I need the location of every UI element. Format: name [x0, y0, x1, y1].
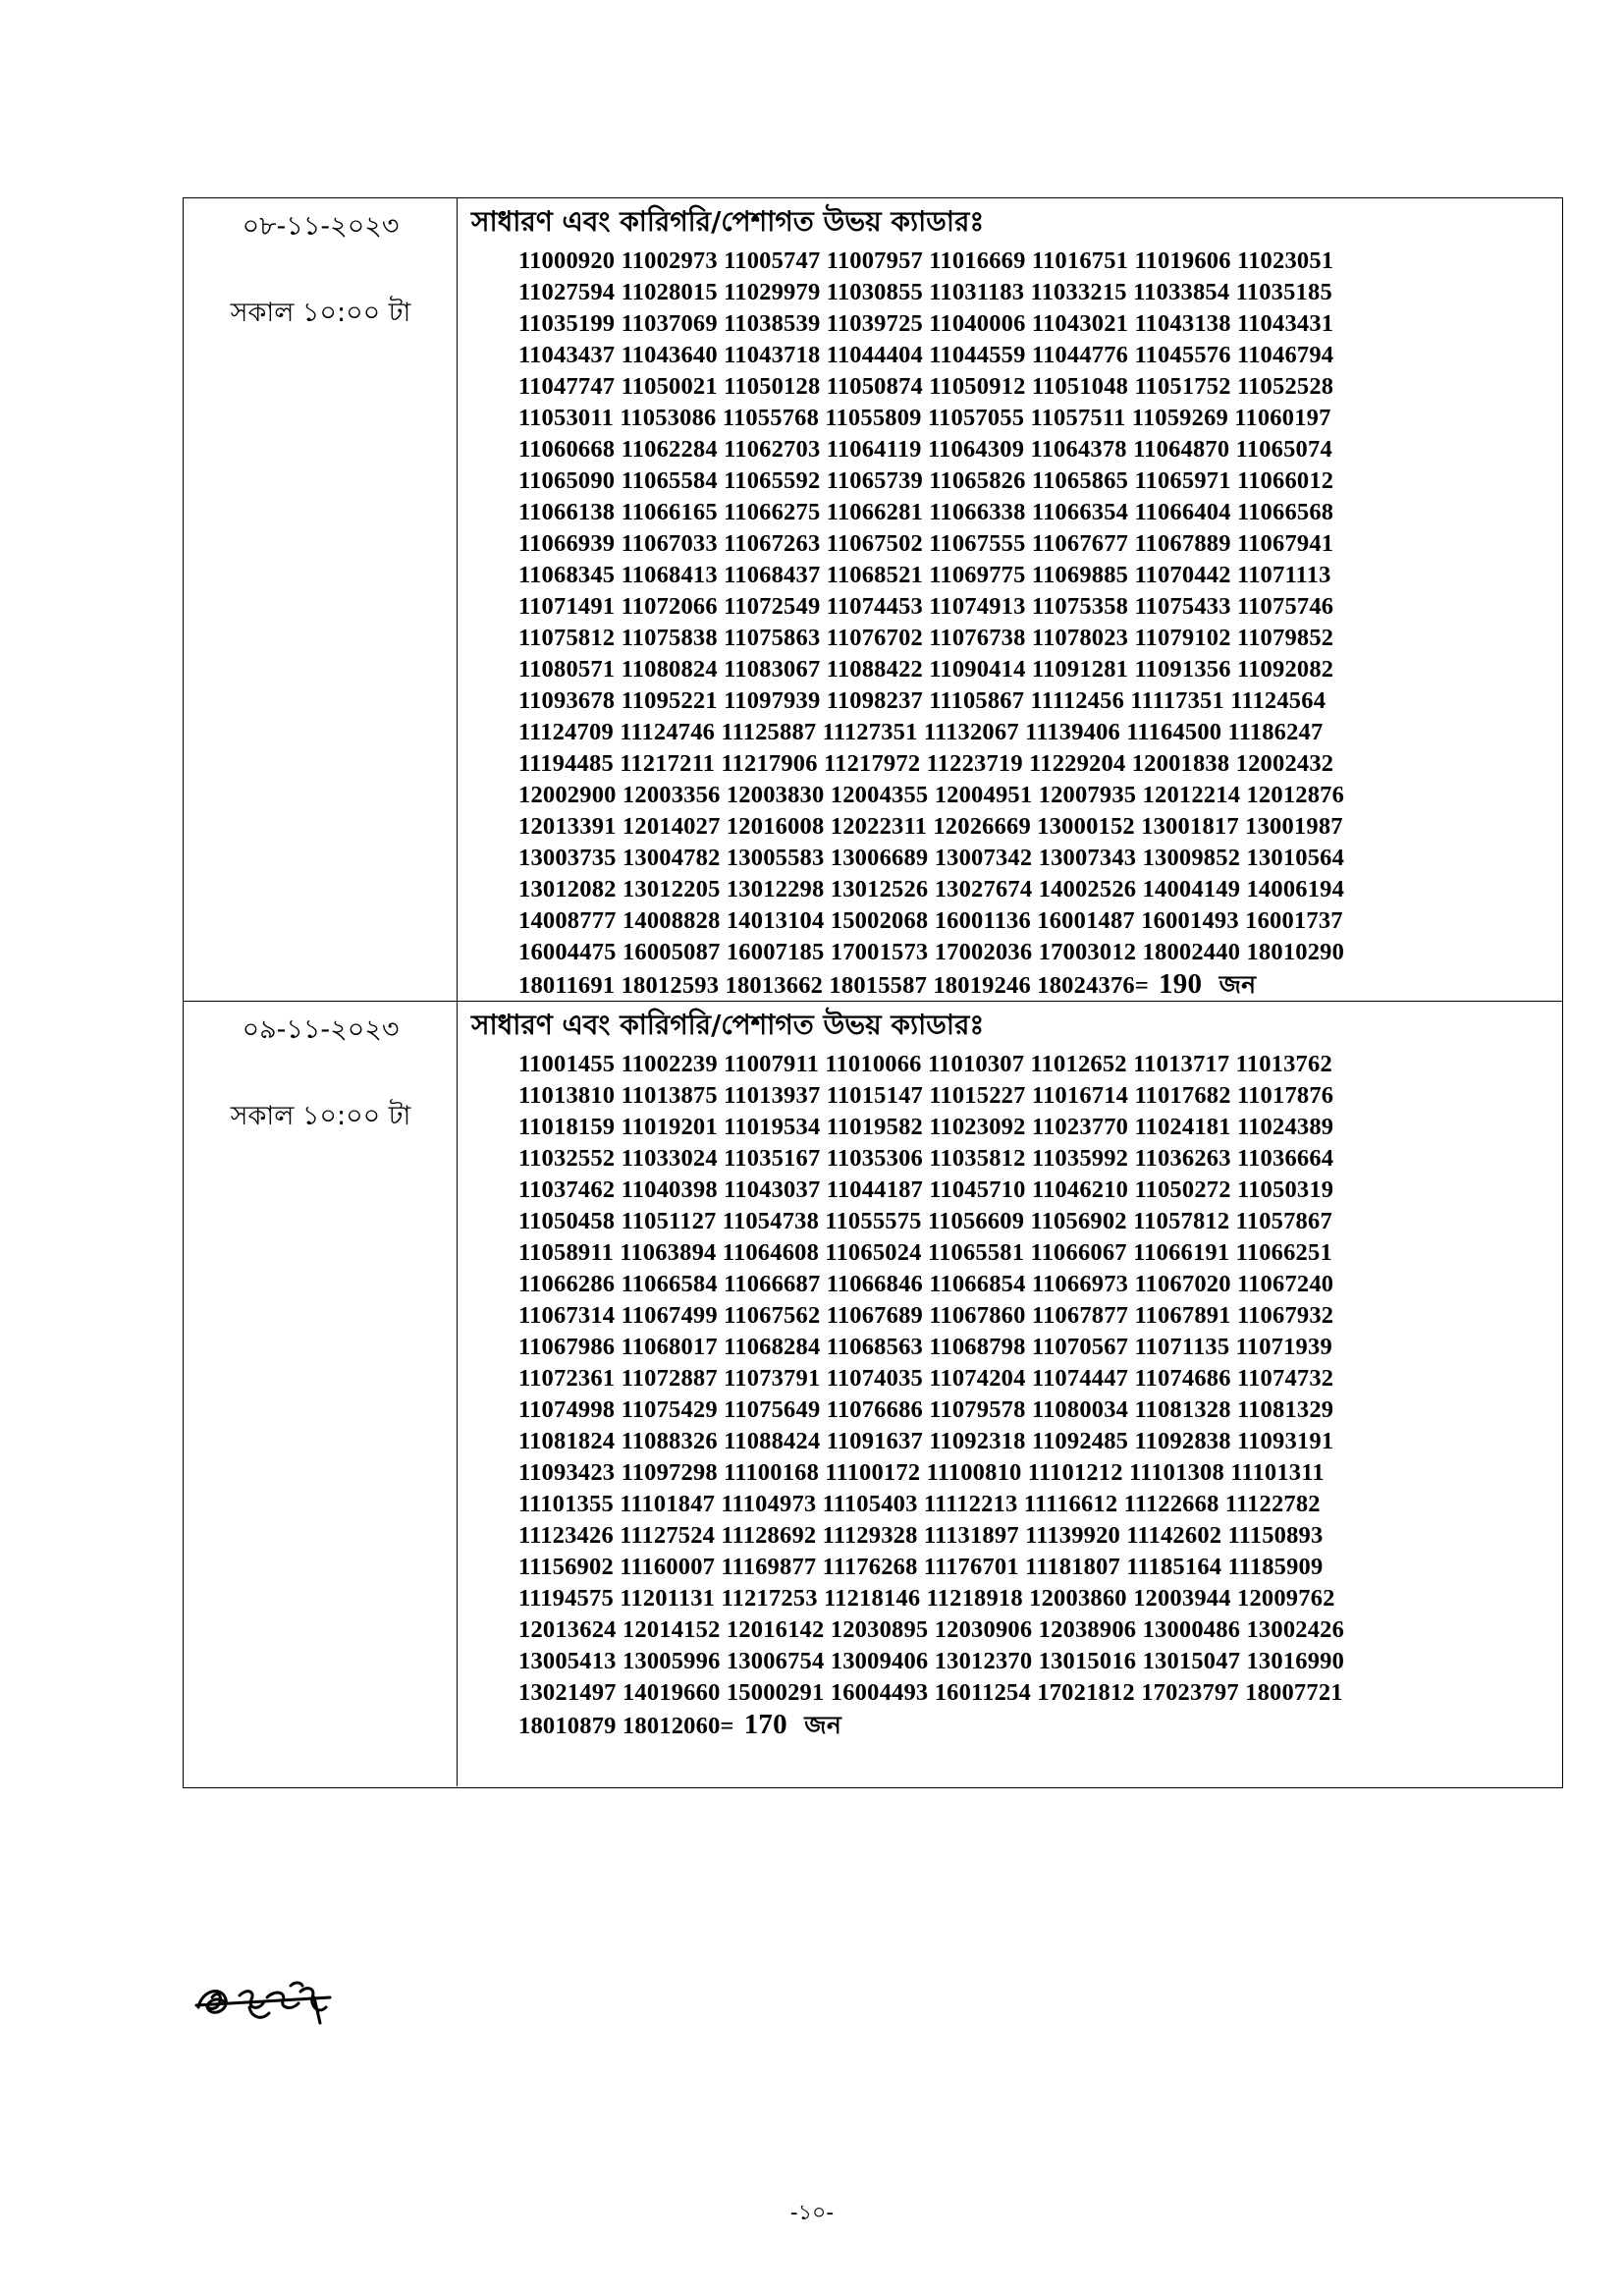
roll-numbers: 11080571 11080824 11083067 11088422 11090414 11091281 11091356 11092082 [518, 656, 1334, 683]
roll-numbers: 11081824 11088326 11088424 11091637 11092318 11092485 11092838 11093191 [518, 1428, 1334, 1454]
total-count [1159, 968, 1266, 1000]
roll-number-line [518, 246, 1520, 277]
roll-numbers: 11043437 11043640 11043718 11044404 11044559 11044776 11045576 11046794 [518, 342, 1334, 368]
roll-number-line [518, 748, 1520, 780]
date-time-cell [184, 198, 458, 1001]
roll-numbers: 14008777 14008828 14013104 15002068 16001136 16001487 16001493 16001737 [518, 907, 1343, 934]
roll-numbers: 13005413 13005996 13006754 13009406 13012370 13015016 13015047 13016990 [518, 1648, 1345, 1674]
roll-numbers: 11047747 11050021 11050128 11050874 11050912 11051048 11051752 11052528 [518, 373, 1334, 400]
roll-number-line [518, 1332, 1520, 1363]
roll-number-line [518, 843, 1520, 874]
roll-number-line [518, 340, 1520, 371]
total-unit: জন [804, 1711, 841, 1739]
roll-number-line [518, 528, 1520, 560]
roll-number-line [518, 1175, 1520, 1206]
roll-numbers: 11068345 11068413 11068437 11068521 11069775 11069885 11070442 11071113 [518, 562, 1331, 588]
roll-number-line [518, 874, 1520, 905]
roll-number-line [518, 1300, 1520, 1332]
roll-numbers: 13012082 13012205 13012298 13012526 13027674 14002526 14004149 14006194 [518, 876, 1345, 902]
roll-numbers: 11001455 11002239 11007911 11010066 11010307 11012652 11013717 11013762 [518, 1051, 1332, 1077]
roll-numbers: 11065090 11065584 11065592 11065739 11065826 11065865 11065971 11066012 [518, 467, 1334, 494]
roll-number-line [518, 654, 1520, 685]
roll-numbers: 12013624 12014152 12016142 12030895 12030906 12038906 13000486 13002426 [518, 1616, 1345, 1643]
roll-numbers: 18011691 18012593 18013662 18015587 18019246 18024376= [518, 972, 1150, 999]
schedule-row [184, 198, 1562, 1002]
roll-numbers: 11066939 11067033 11067263 11067502 11067555 11067677 11067889 11067941 [518, 530, 1334, 557]
roll-number-line [518, 811, 1520, 843]
roll-numbers: 18010879 18012060= [518, 1713, 734, 1739]
roll-numbers: 11074998 11075429 11075649 11076686 11079578 11080034 11081328 11081329 [518, 1396, 1334, 1423]
cadre-heading: সাধারণ এবং কারিগরি/পেশাগত উভয় ক্যাডারঃ [471, 205, 985, 238]
roll-numbers: 11053011 11053086 11055768 11055809 11057055 11057511 11059269 11060197 [518, 405, 1331, 431]
roll-numbers: 11101355 11101847 11104973 11105403 11112213 11116612 11122668 11122782 [518, 1491, 1321, 1517]
roll-number-line [518, 623, 1520, 654]
roll-number-line [518, 780, 1520, 811]
roll-number-line [518, 1143, 1520, 1175]
roll-numbers: 13003735 13004782 13005583 13006689 13007342 13007343 13009852 13010564 [518, 845, 1345, 871]
roll-numbers: 11194575 11201131 11217253 11218146 11218918 12003860 12003944 12009762 [518, 1585, 1335, 1612]
roll-numbers: 16004475 16005087 16007185 17001573 17002036 17003012 18002440 18010290 [518, 939, 1345, 965]
roll-number-line [518, 905, 1520, 937]
roll-numbers: 11000920 11002973 11005747 11007957 11016669 11016751 11019606 11023051 [518, 247, 1334, 274]
roll-number-line [518, 497, 1520, 528]
roll-numbers: 12013391 12014027 12016008 12022311 12026669 13000152 13001817 13001987 [518, 813, 1343, 840]
roll-numbers: 11093423 11097298 11100168 11100172 11100810 11101212 11101308 11101311 [518, 1459, 1325, 1486]
roll-number-line [518, 308, 1520, 340]
total-number: 170 [743, 1709, 787, 1740]
roll-number-line [518, 1677, 1520, 1709]
roll-number-list [518, 246, 1520, 1000]
roll-numbers: 11058911 11063894 11064608 11065024 11065581 11066067 11066191 11066251 [518, 1239, 1332, 1266]
roll-numbers: 11018159 11019201 11019534 11019582 11023092 11023770 11024181 11024389 [518, 1114, 1334, 1140]
total-count [744, 1709, 851, 1740]
exam-date: ০৮-১১-২০২৩ [242, 211, 400, 242]
roll-numbers: 11123426 11127524 11128692 11129328 11131897 11139920 11142602 11150893 [518, 1522, 1324, 1549]
roll-number-line [518, 685, 1520, 717]
roll-number-line [518, 371, 1520, 403]
roll-number-line [518, 1614, 1520, 1646]
roll-number-line [518, 717, 1520, 748]
roll-number-line [518, 1269, 1520, 1300]
roll-numbers: 11124709 11124746 11125887 11127351 11132067 11139406 11164500 11186247 [518, 719, 1324, 745]
roll-numbers: 11093678 11095221 11097939 11098237 11105867 11112456 11117351 11124564 [518, 687, 1326, 714]
total-unit: জন [1218, 970, 1257, 999]
schedule-row [184, 1002, 1562, 1786]
roll-number-line [518, 1583, 1520, 1614]
roll-number-line [518, 937, 1520, 968]
roll-number-line [518, 560, 1520, 591]
roll-number-line [518, 1426, 1520, 1457]
roll-number-line [518, 1049, 1520, 1080]
roll-numbers: 12002900 12003356 12003830 12004355 12004951 12007935 12012214 12012876 [518, 782, 1345, 808]
roll-numbers: 11071491 11072066 11072549 11074453 11074913 11075358 11075433 11075746 [518, 593, 1334, 620]
roll-number-line [518, 465, 1520, 497]
exam-time: সকাল ১০:০০ টা [230, 298, 411, 328]
schedule-table [183, 197, 1563, 1788]
roll-number-line [518, 403, 1520, 434]
cadre-heading: সাধারণ এবং কারিগরি/পেশাগত উভয় ক্যাডারঃ [471, 1009, 985, 1041]
roll-numbers: 11037462 11040398 11043037 11044187 11045710 11046210 11050272 11050319 [518, 1176, 1334, 1203]
roll-number-line [518, 968, 1520, 1000]
roll-number-line [518, 1709, 1520, 1740]
roll-numbers: 11050458 11051127 11054738 11055575 11056609 11056902 11057812 11057867 [518, 1208, 1332, 1234]
roll-number-line [518, 1237, 1520, 1269]
roll-number-line [518, 1394, 1520, 1426]
roll-list-cell [458, 198, 1562, 1001]
roll-number-list [518, 1049, 1520, 1740]
roll-number-line [518, 277, 1520, 308]
roll-numbers: 11013810 11013875 11013937 11015147 11015227 11016714 11017682 11017876 [518, 1082, 1334, 1109]
roll-numbers: 11156902 11160007 11169877 11176268 11176701 11181807 11185164 11185909 [518, 1554, 1324, 1580]
roll-numbers: 11075812 11075838 11075863 11076702 11076738 11078023 11079102 11079852 [518, 625, 1334, 651]
roll-number-line [518, 591, 1520, 623]
roll-numbers: 11035199 11037069 11038539 11039725 11040006 11043021 11043138 11043431 [518, 310, 1334, 337]
roll-numbers: 11066286 11066584 11066687 11066846 11066854 11066973 11067020 11067240 [518, 1271, 1334, 1297]
roll-numbers: 11060668 11062284 11062703 11064119 11064309 11064378 11064870 11065074 [518, 436, 1332, 463]
roll-number-line [518, 434, 1520, 465]
roll-numbers: 11067314 11067499 11067562 11067689 11067860 11067877 11067891 11067932 [518, 1302, 1334, 1329]
roll-numbers: 11027594 11028015 11029979 11030855 11031183 11033215 11033854 11035185 [518, 279, 1332, 305]
exam-time: সকাল ১০:০০ টা [230, 1101, 411, 1131]
roll-list-cell [458, 1002, 1562, 1786]
signature [192, 1968, 340, 2031]
page-number: -১০- [789, 2201, 835, 2225]
roll-numbers: 11067986 11068017 11068284 11068563 11068798 11070567 11071135 11071939 [518, 1334, 1332, 1360]
roll-number-line [518, 1363, 1520, 1394]
roll-number-line [518, 1646, 1520, 1677]
roll-number-line [518, 1552, 1520, 1583]
roll-number-line [518, 1206, 1520, 1237]
roll-number-line [518, 1489, 1520, 1520]
roll-numbers: 11032552 11033024 11035167 11035306 11035812 11035992 11036263 11036664 [518, 1145, 1334, 1172]
roll-number-line [518, 1520, 1520, 1552]
roll-number-line [518, 1112, 1520, 1143]
roll-number-line [518, 1457, 1520, 1489]
date-time-cell [184, 1002, 458, 1786]
roll-numbers: 11072361 11072887 11073791 11074035 11074204 11074447 11074686 11074732 [518, 1365, 1334, 1392]
exam-date: ০৯-১১-২০২৩ [242, 1014, 400, 1045]
roll-numbers: 11194485 11217211 11217906 11217972 11223719 11229204 12001838 12002432 [518, 750, 1334, 777]
roll-number-line [518, 1080, 1520, 1112]
total-number: 190 [1159, 968, 1203, 1000]
roll-numbers: 13021497 14019660 15000291 16004493 16011254 17021812 17023797 18007721 [518, 1679, 1343, 1706]
roll-numbers: 11066138 11066165 11066275 11066281 11066338 11066354 11066404 11066568 [518, 499, 1334, 525]
